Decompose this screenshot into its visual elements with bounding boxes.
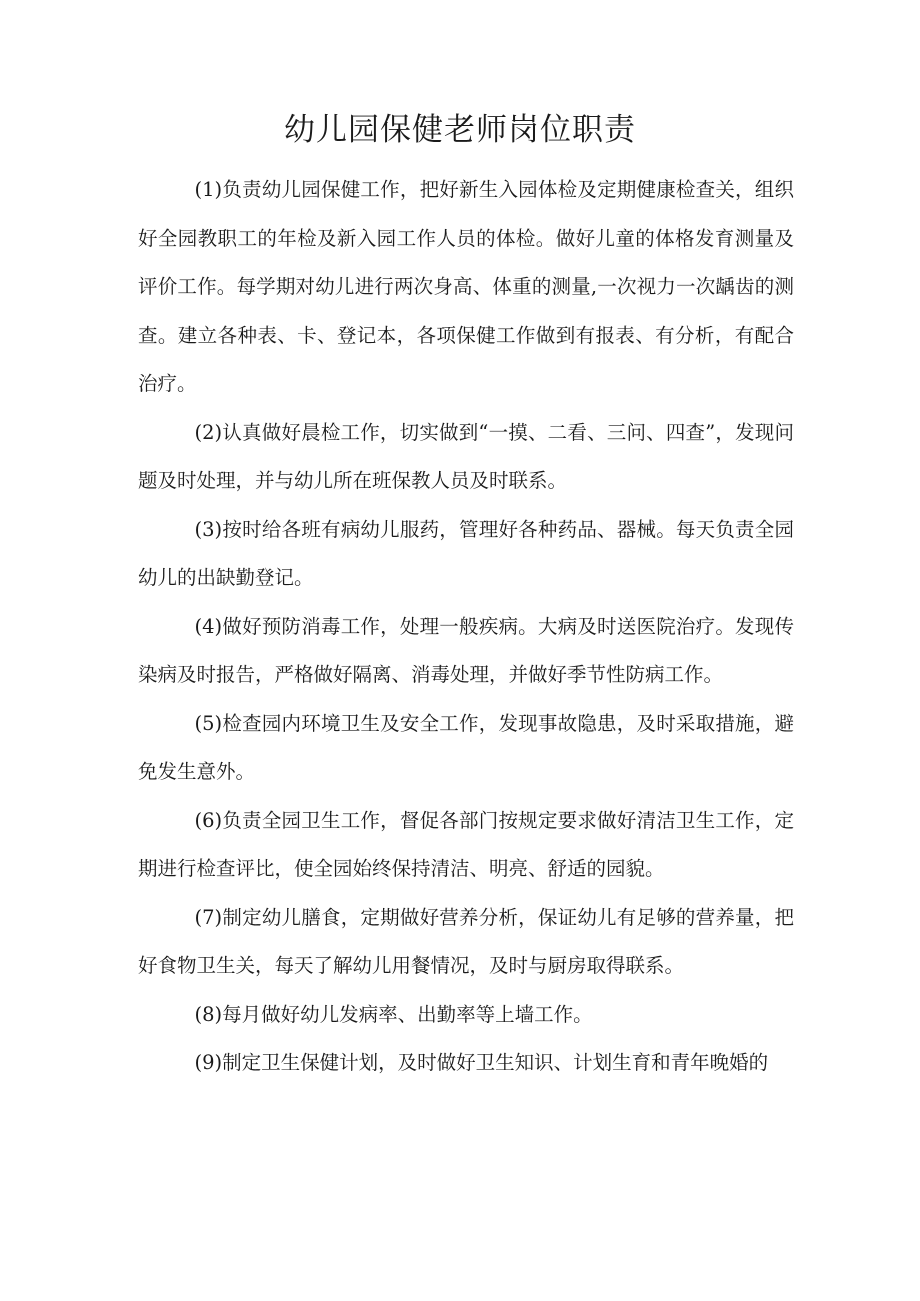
paragraph-4: (4)做好预防消毒工作，处理一般疾病。大病及时送医院治疗。发现传染病及时报告，严格做好隔离、消毒处理，并做好季节性防病工作。 <box>138 614 794 686</box>
paragraph-8: (8)每月做好幼儿发病率、出勤率等上墙工作。 <box>194 1002 593 1026</box>
paragraph-7: (7)制定幼儿膳食，定期做好营养分析，保证幼儿有足够的营养量，把好食物卫生关，每天了解幼儿用餐情况，及时与厨房取得联系。 <box>138 905 794 977</box>
paragraph-2: (2)认真做好晨检工作，切实做到“一摸、二看、三问、四查”，发现问题及时处理，并与幼儿所在班保教人员及时联系。 <box>138 420 794 492</box>
paragraph-3: (3)按时给各班有病幼儿服药，管理好各种药品、器械。每天负责全园幼儿的出缺勤登记。 <box>138 517 794 589</box>
paragraph-1: (1)负责幼儿园保健工作，把好新生入园体检及定期健康检查关，组织好全园教职工的年检及新入园工作人员的体检。做好儿童的体格发育测量及评价工作。每学期对幼儿进行两次身高、体重的测量,一次视力一次龋齿的测查。建立各种表、卡、登记本，各项保健工作做到有报表、有分析，有配合治疗。 <box>138 178 794 395</box>
document-title: 幼儿园保健老师岗位职责 <box>284 112 636 148</box>
paragraph-9: (9)制定卫生保健计划，及时做好卫生知识、计划生育和青年晚婚的 <box>194 1051 769 1074</box>
document-body <box>138 166 794 1088</box>
paragraph-6: (6)负责全园卫生工作，督促各部门按规定要求做好清洁卫生工作，定期进行检查评比，使全园始终保持清洁、明亮、舒适的园貌。 <box>138 808 794 880</box>
paragraph-5: (5)检查园内环境卫生及安全工作，发现事故隐患，及时采取措施，避免发生意外。 <box>138 711 794 783</box>
